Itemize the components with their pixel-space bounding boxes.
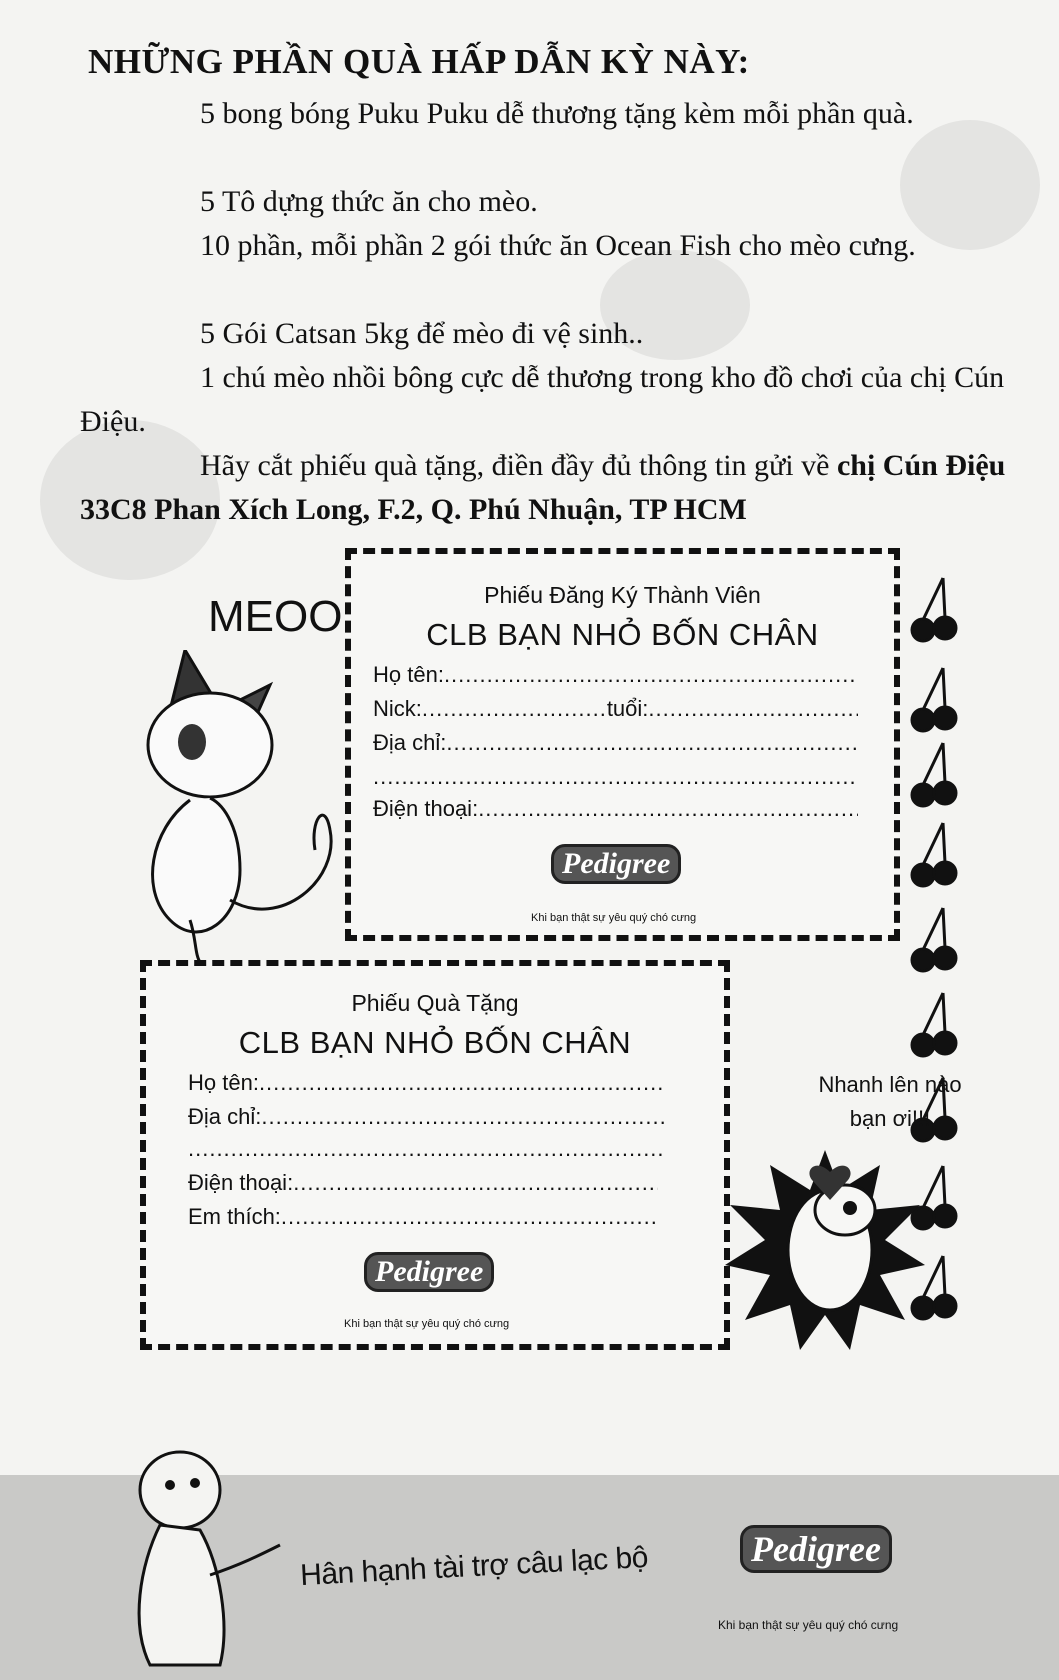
member-address-field[interactable]: Địa chỉ: .....	[373, 730, 858, 756]
headline: NHỮNG PHẦN QUÀ HẤP DẪN KỲ NÀY:	[88, 42, 750, 81]
member-address-line2[interactable]	[373, 764, 858, 790]
gift-address-field[interactable]: Địa chỉ: .....	[188, 1104, 666, 1130]
pedigree-tagline: Khi bạn thật sự yêu quý chó cưng	[531, 912, 697, 924]
instruction: Hãy cắt phiếu quà tặng, điền đầy đủ thông tin gửi về chị Cún Điệu 33C8 Phan Xích Long, F.2, Q. Phú Nhuận, TP HCM	[80, 449, 1006, 526]
pedigree-logo: Pedigree	[364, 1252, 494, 1292]
cat-caption: MEOO	[208, 592, 343, 641]
gift-name-field[interactable]: Họ tên: .....	[188, 1070, 666, 1096]
pedigree-banner-logo: Pedigree	[740, 1525, 892, 1573]
gift-form-title: CLB BẠN NHỎ BỐN CHÂN	[238, 1025, 632, 1060]
member-age-label: tuổi:	[606, 696, 649, 721]
gift-coupon-form	[140, 960, 730, 1350]
member-form-subtitle: Phiếu Đăng Ký Thành Viên	[484, 582, 761, 608]
member-phone-field[interactable]: Điện thoại: .....	[373, 796, 858, 822]
prize-2: 5 Tô dựng thức ăn cho mèo.	[200, 185, 538, 218]
gift-form-subtitle: Phiếu Quà Tặng	[351, 990, 519, 1016]
prize-5: 1 chú mèo nhồi bông cực dễ thương trong kho đồ chơi của chị Cún Điệu.	[80, 361, 1005, 438]
gift-phone-field[interactable]: Điện thoại: .....	[188, 1170, 658, 1196]
heart-icon	[808, 1162, 852, 1202]
hurry-caption: Nhanh lên nào bạn ơi!!!	[818, 1072, 962, 1131]
gift-address-line2[interactable]	[188, 1136, 666, 1162]
pedigree-tagline: Khi bạn thật sự yêu quý chó cưng	[344, 1318, 510, 1330]
gift-like-field[interactable]: Em thích: .....	[188, 1204, 658, 1230]
mailing-address: chị Cún Điệu 33C8 Phan Xích Long, F.2, Q. Phú Nhuận, TP HCM	[80, 449, 1006, 526]
member-form-title: CLB BẠN NHỎ BỐN CHÂN	[426, 617, 819, 652]
pedigree-banner-tagline: Khi bạn thật sự yêu quý chó cưng	[718, 1618, 899, 1632]
member-nick-field[interactable]: Nick:..........................tuổi: .....	[373, 696, 858, 722]
sponsor-text: Hân hạnh tài trợ câu lạc bộ	[299, 1540, 649, 1593]
pedigree-logo: Pedigree	[551, 844, 681, 884]
puppy-illustration-icon	[110, 1445, 290, 1675]
prize-4: 5 Gói Catsan 5kg để mèo đi vệ sinh..	[200, 317, 644, 350]
prize-3: 10 phần, mỗi phần 2 gói thức ăn Ocean Fish cho mèo cưng.	[200, 229, 916, 262]
member-name-field[interactable]: Họ tên: .....	[373, 662, 858, 688]
cat-illustration-icon	[130, 650, 360, 990]
member-registration-form	[345, 548, 900, 941]
prize-1: 5 bong bóng Puku Puku dễ thương tặng kèm mỗi phần quà.	[200, 97, 914, 130]
